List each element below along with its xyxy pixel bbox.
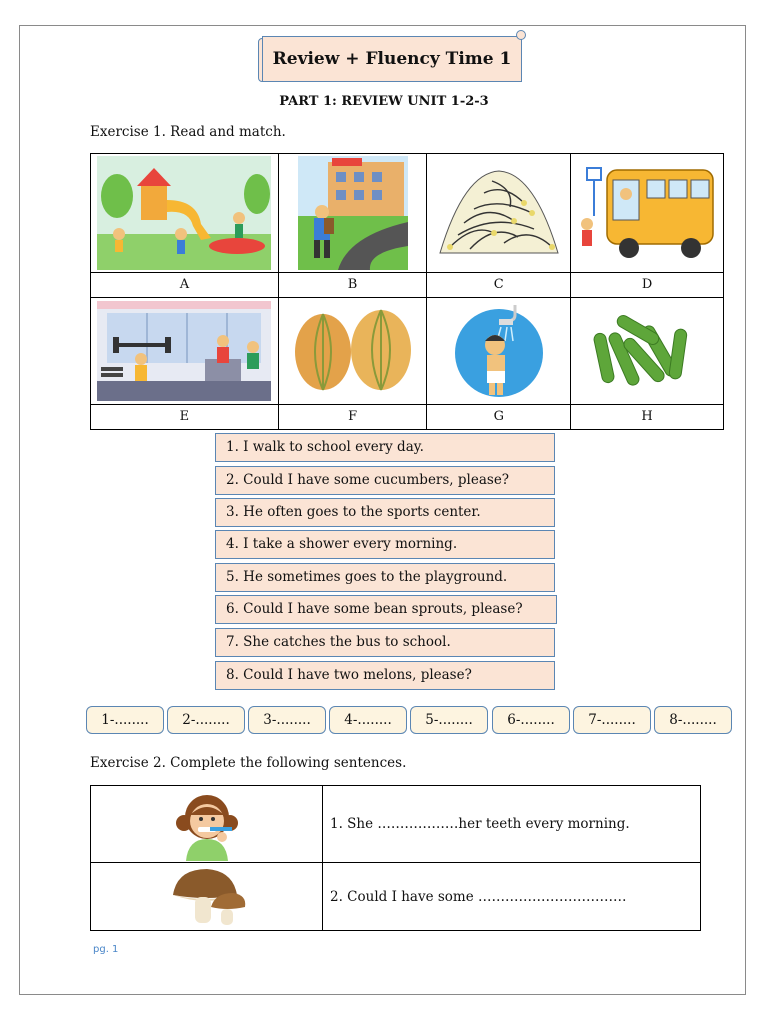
label-cell-d	[571, 273, 724, 298]
picture-cell-c	[427, 154, 571, 273]
page-number: pg. 1	[93, 944, 119, 955]
sentence-8: 8. Could I have two melons, please?	[215, 661, 555, 690]
exercise2-instruction: Exercise 2. Complete the following sentences.	[90, 755, 407, 771]
picture-label: A	[179, 277, 190, 292]
answer-box-3[interactable]: 3-........	[248, 706, 326, 734]
completion-image-cell-1	[91, 786, 323, 863]
mushrooms-icon	[167, 865, 247, 929]
school-bus-icon	[577, 166, 717, 260]
sentence-5: 5. He sometimes goes to the playground.	[215, 563, 555, 592]
label-cell-a	[91, 273, 279, 298]
sentence-7: 7. She catches the bus to school.	[215, 628, 555, 657]
answer-box-2[interactable]: 2-........	[167, 706, 245, 734]
sentence-6: 6. Could I have some bean sprouts, please?	[215, 595, 557, 624]
completion-sentence-1: 1. She ………………her teeth every morning.	[323, 786, 701, 863]
answer-box-6[interactable]: 6-........	[492, 706, 570, 734]
cucumbers-icon	[592, 303, 702, 399]
picture-cell-a	[91, 154, 279, 273]
page-title: Review + Fluency Time 1	[262, 36, 522, 82]
label-cell-c	[427, 273, 571, 298]
answer-box-4[interactable]: 4-........	[329, 706, 407, 734]
label-cell-e	[91, 405, 279, 430]
walking-to-school-icon	[298, 156, 408, 270]
label-cell-b	[278, 273, 427, 298]
gym-icon	[97, 301, 271, 401]
answer-box-7[interactable]: 7-........	[573, 706, 651, 734]
picture-cell-b	[278, 154, 427, 273]
picture-cell-g	[427, 298, 571, 405]
picture-label: H	[641, 409, 653, 424]
picture-label: D	[641, 277, 653, 292]
girl-brushing-teeth-icon	[170, 787, 244, 861]
sentence-1: 1. I walk to school every day.	[215, 433, 555, 462]
melons-icon	[291, 306, 415, 396]
bean-sprouts-icon	[434, 163, 564, 263]
playground-icon	[97, 156, 271, 270]
picture-cell-f	[278, 298, 427, 405]
sentence-2: 2. Could I have some cucumbers, please?	[215, 466, 555, 495]
exercise1-instruction: Exercise 1. Read and match.	[90, 124, 286, 140]
picture-label: B	[347, 277, 358, 292]
answer-box-5[interactable]: 5-........	[410, 706, 488, 734]
sentence-4: 4. I take a shower every morning.	[215, 530, 555, 559]
answer-box-8[interactable]: 8-........	[654, 706, 732, 734]
answer-box-1[interactable]: 1-........	[86, 706, 164, 734]
picture-label: F	[348, 409, 358, 424]
scroll-curl-right	[516, 30, 526, 40]
title-banner	[258, 32, 522, 82]
label-cell-f	[278, 405, 427, 430]
shower-icon	[449, 301, 549, 401]
picture-grid	[90, 153, 724, 430]
completion-table	[90, 785, 701, 931]
picture-label: G	[493, 409, 504, 424]
picture-cell-h	[571, 298, 724, 405]
picture-cell-e	[91, 298, 279, 405]
picture-label: C	[493, 277, 504, 292]
label-cell-g	[427, 405, 571, 430]
sentence-3: 3. He often goes to the sports center.	[215, 498, 555, 527]
completion-sentence-2: 2. Could I have some ……………………………	[323, 863, 701, 931]
picture-label: E	[179, 409, 190, 424]
picture-cell-d	[571, 154, 724, 273]
completion-image-cell-2	[91, 863, 323, 931]
part-heading: PART 1: REVIEW UNIT 1-2-3	[279, 94, 489, 109]
label-cell-h	[571, 405, 724, 430]
